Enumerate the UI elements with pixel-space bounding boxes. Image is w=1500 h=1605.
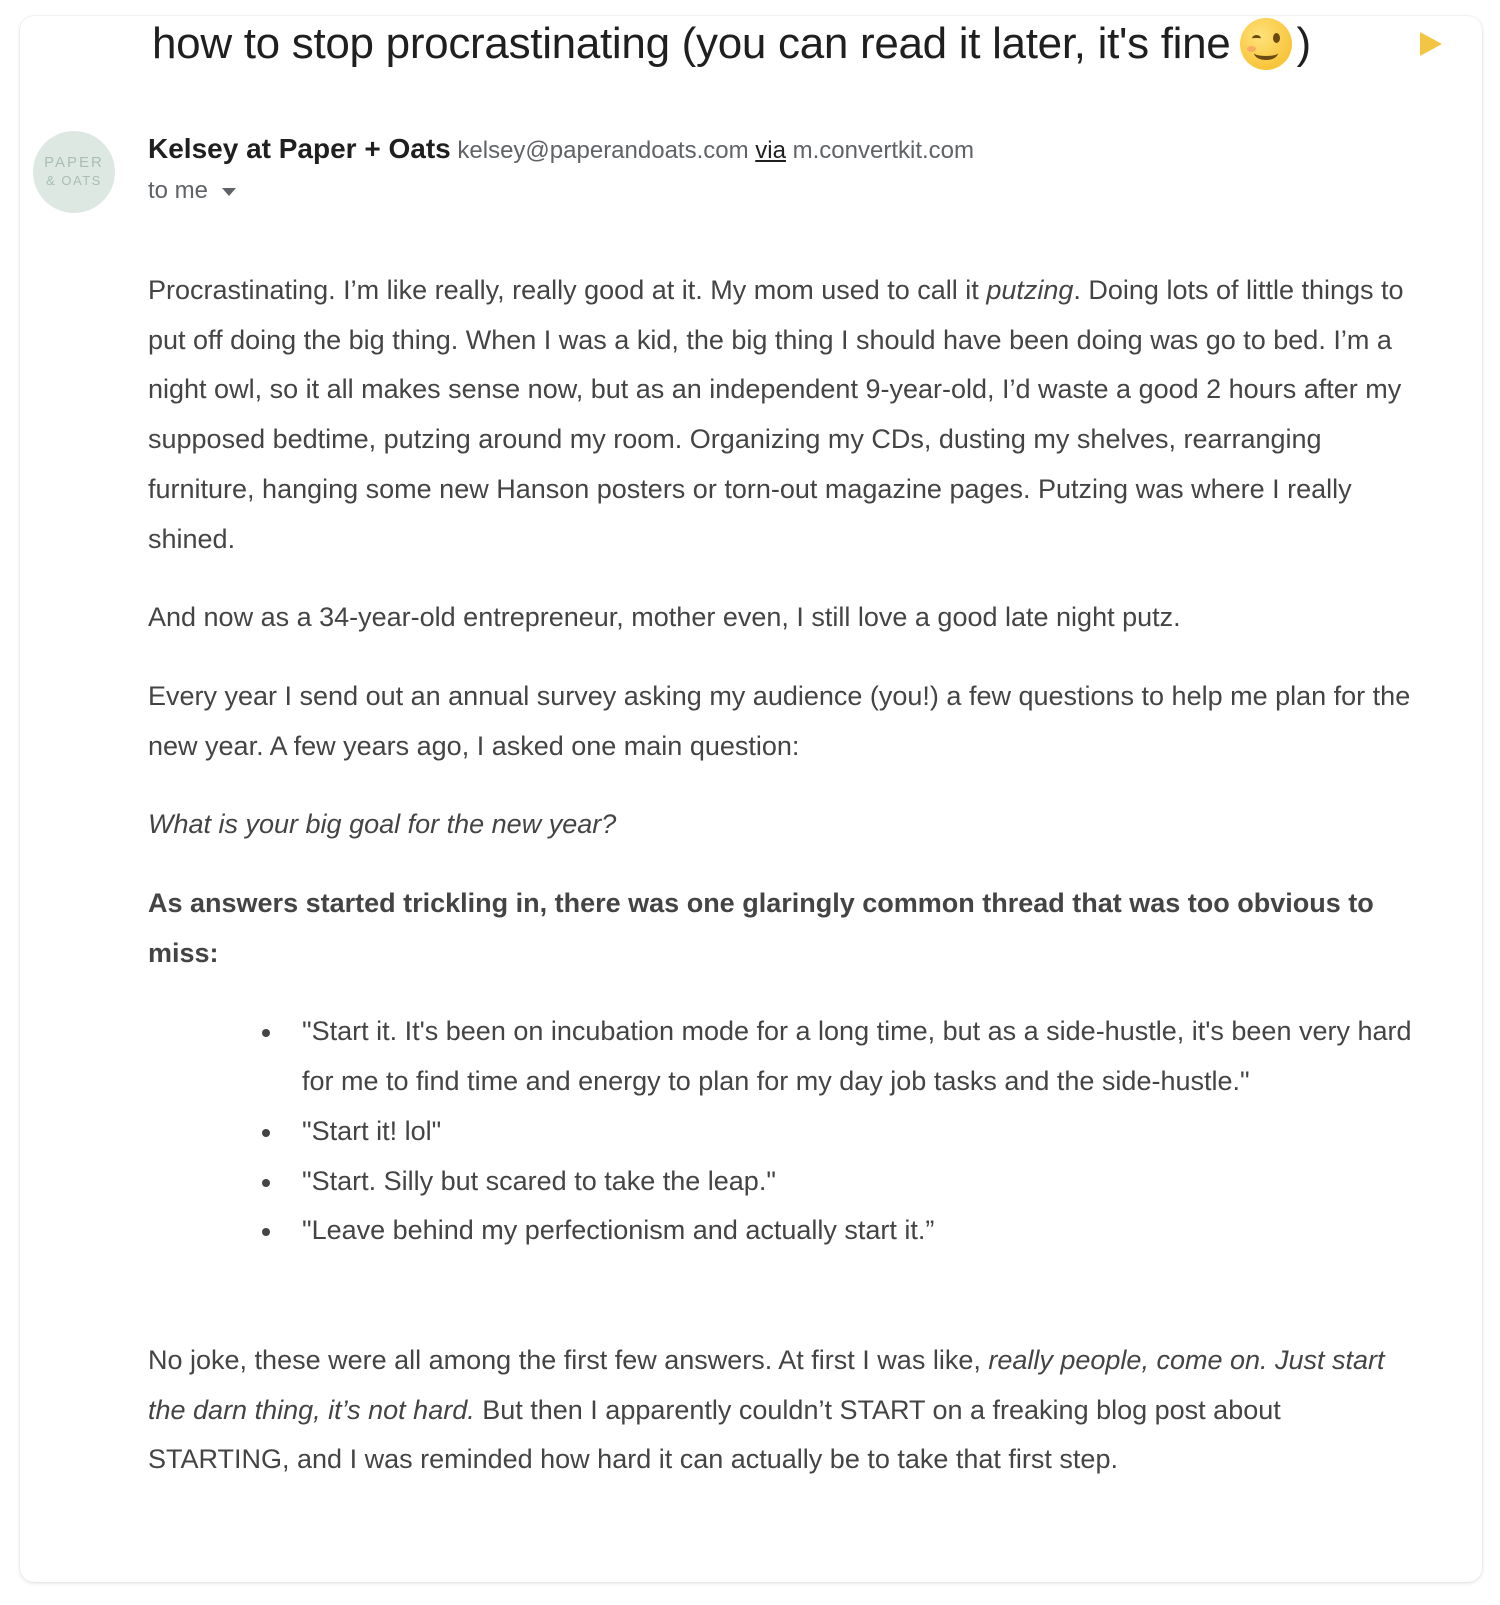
email-card	[20, 16, 1482, 1582]
avatar-text-line1: PAPER	[44, 154, 104, 171]
p1-text-b: . Doing lots of little things to put off doing the big thing. When I was a kid, the big thing I should have been doing was go to bed. I’m a night owl, so it all makes sense now, but as an independent 9-year-old, I’d waste a good 2 hours after my supposed bedtime, putzing around my room. Organizing my CDs, dusting my shelves, rearranging furniture, hanging some new Hanson posters or torn-out magazine pages. Putzing was where I really shined.	[148, 275, 1404, 554]
p1-text-a: Procrastinating. I’m like really, really good at it. My mom used to call it	[148, 275, 987, 305]
body-paragraph-2: And now as a 34-year-old entrepreneur, mother even, I still love a good late night putz.	[148, 602, 1181, 633]
list-item: "Start it! lol"	[302, 1107, 1418, 1157]
via-domain: m.convertkit.com	[792, 137, 974, 164]
via-link[interactable]: via	[755, 137, 786, 164]
winking-face-emoji-icon	[1240, 18, 1292, 70]
p6-emphasis: really people, come on. Just start the darn thing, it’s not hard.	[148, 1344, 1385, 1425]
survey-answers-list	[148, 1007, 1418, 1256]
body-paragraph-3: Every year I send out an annual survey asking my audience (you!) a few questions to help me plan for the new year. A few years ago, I asked one main question:	[148, 680, 1411, 761]
subject-close-paren: )	[1296, 19, 1311, 68]
list-item: "Leave behind my perfectionism and actually start it.”	[302, 1206, 1418, 1256]
p6-text-a: No joke, these were all among the first few answers. At first I was like,	[148, 1344, 989, 1375]
sender-name[interactable]: Kelsey at Paper + Oats	[148, 133, 451, 164]
p1-emphasis: putzing	[986, 275, 1074, 305]
importance-marker-icon[interactable]	[1420, 32, 1442, 56]
sender-avatar[interactable]	[33, 131, 115, 213]
list-item: "Start it. It's been on incubation mode for a long time, but as a side-hustle, it's been very hard for me to find time and energy to plan for my day job tasks and the side-hustle."	[302, 1007, 1418, 1106]
subject-text: how to stop procrastinating (you can read it later, it's fine	[152, 19, 1231, 68]
recipient-details-toggle[interactable]	[148, 177, 236, 205]
body-paragraph-final	[148, 1336, 1418, 1485]
list-item: "Start. Silly but scared to take the leap."	[302, 1157, 1418, 1207]
body-paragraph-1	[148, 266, 1418, 564]
survey-question: What is your big goal for the new year?	[148, 809, 617, 840]
body-paragraph-bold: As answers started trickling in, there was one glaringly common thread that was too obvious to miss:	[148, 888, 1374, 968]
recipient-label: to me	[148, 177, 209, 204]
sender-info	[148, 133, 974, 165]
avatar-text-line2: & OATS	[46, 173, 102, 188]
p6-text-b: But then I apparently couldn’t START on a freaking blog post about STARTING, and I was reminded how hard it can actually be to take that first step.	[148, 1394, 1281, 1475]
sender-email: kelsey@paperandoats.com	[457, 137, 749, 164]
email-body	[148, 266, 1418, 1485]
email-subject	[152, 18, 1311, 70]
chevron-down-icon[interactable]	[222, 188, 236, 196]
